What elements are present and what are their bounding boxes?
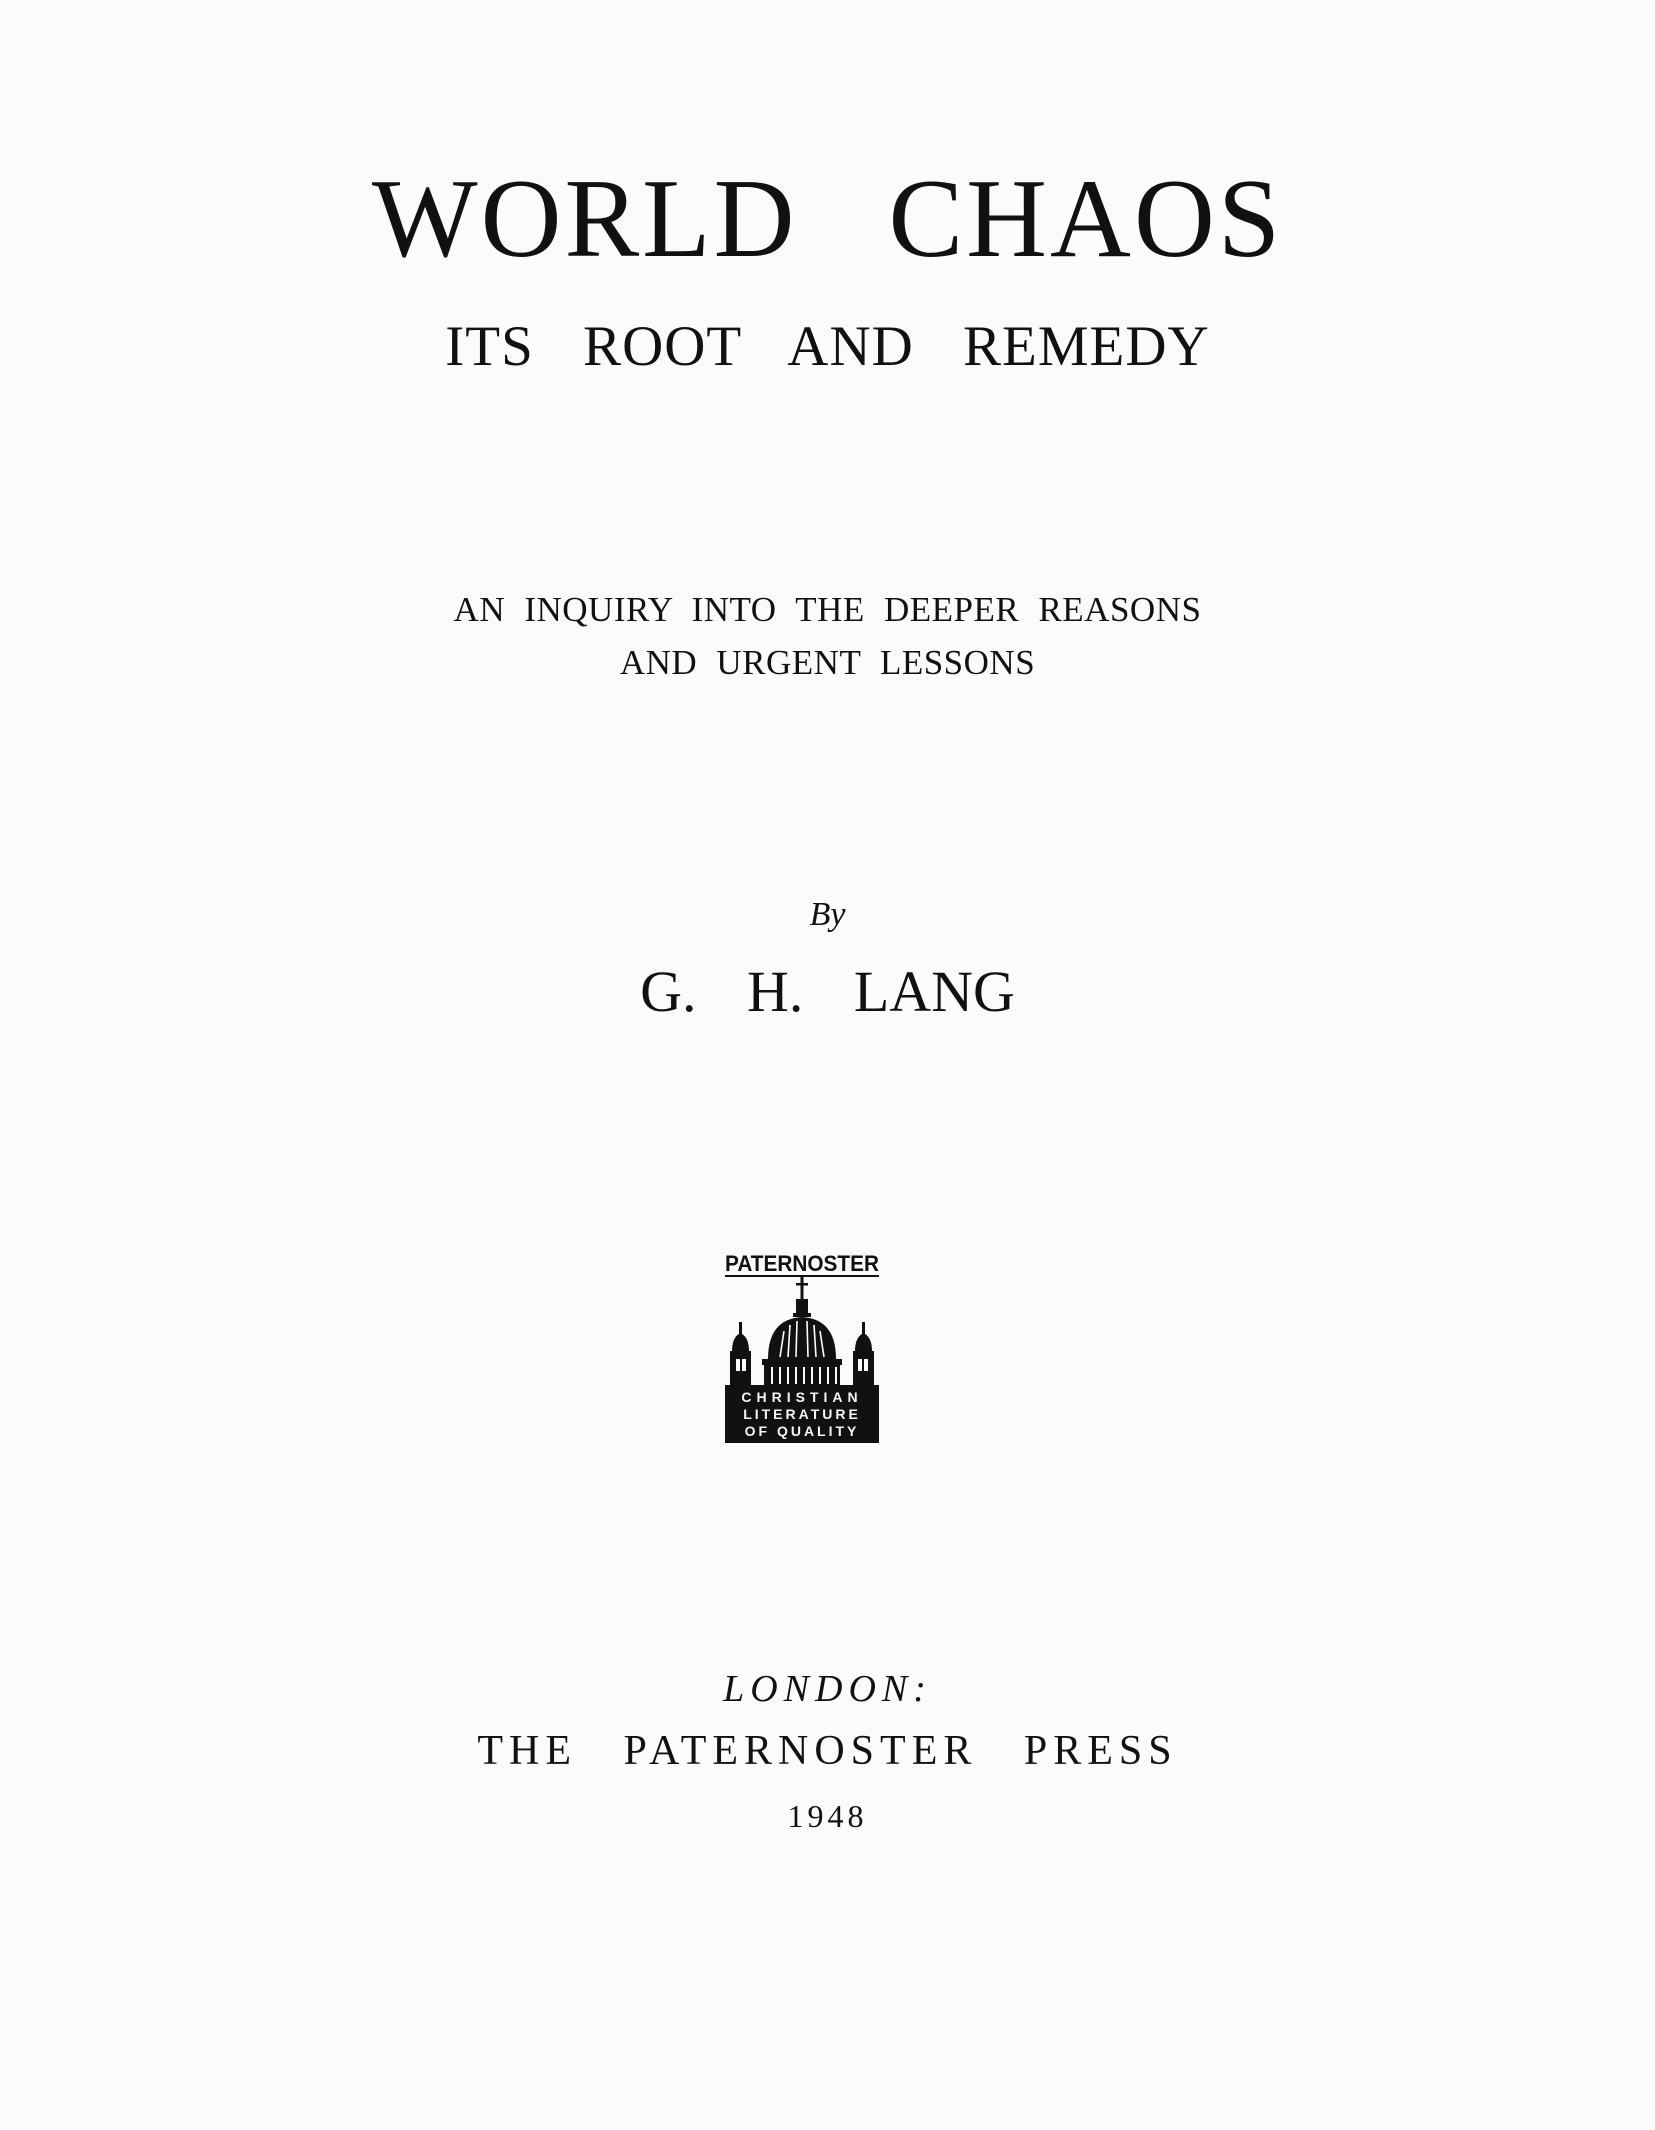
description-line-1: AN INQUIRY INTO THE DEEPER REASONS xyxy=(453,590,1202,629)
imprint-year: 1948 xyxy=(787,1798,868,1834)
logo-top-text: PATERNOSTER xyxy=(725,1251,880,1276)
cathedral-dome-icon xyxy=(730,1277,874,1385)
byline-by: By xyxy=(809,896,846,933)
book-subtitle: ITS ROOT AND REMEDY xyxy=(445,315,1210,378)
logo-band-line-2: LITERATURE xyxy=(743,1406,861,1422)
logo-band-line-1: CHRISTIAN xyxy=(741,1389,863,1405)
description-line-2: AND URGENT LESSONS xyxy=(619,643,1036,682)
imprint-publisher: THE PATERNOSTER PRESS xyxy=(477,1728,1178,1774)
author-name: G. H. LANG xyxy=(640,959,1015,1024)
logo-band-line-3: OF QUALITY xyxy=(744,1423,860,1439)
paternoster-logo xyxy=(722,1247,882,1447)
imprint-place: LONDON: xyxy=(723,1668,932,1710)
book-title: WORLD CHAOS xyxy=(371,157,1284,281)
